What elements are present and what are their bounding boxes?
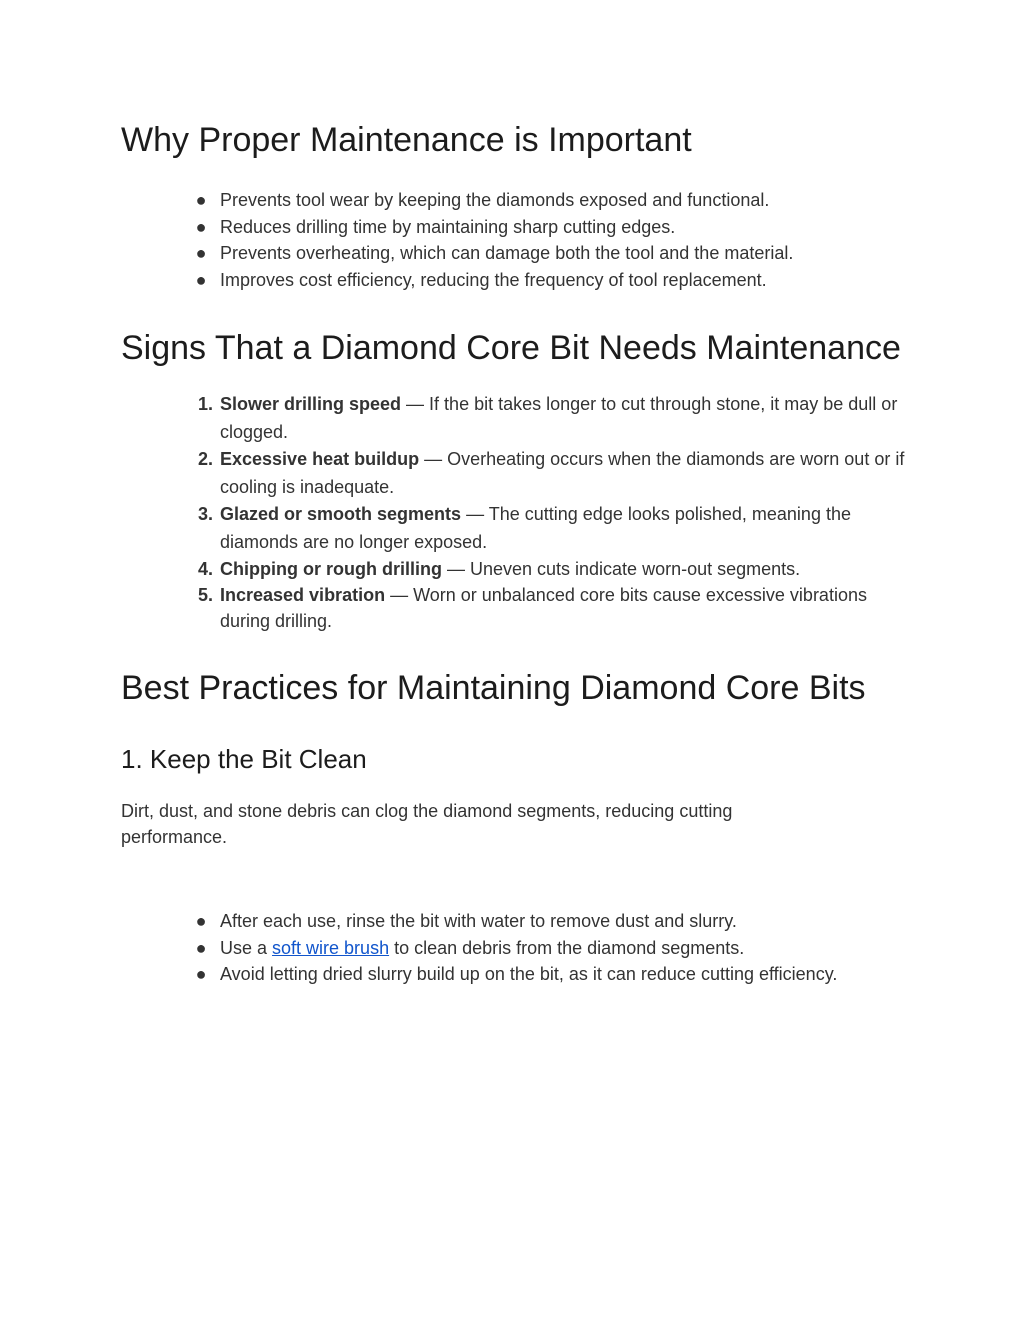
bullet-icon: ● (195, 911, 207, 931)
list-item (121, 214, 911, 241)
list-item-text: After each use, rinse the bit with water to remove dust and slurry. (220, 911, 737, 931)
heading-best-practices: Best Practices for Maintaining Diamond Core Bits (121, 669, 866, 707)
list-item (121, 556, 911, 582)
list-item-text: Avoid letting dried slurry build up on the bit, as it can reduce cutting efficiency. (220, 964, 838, 984)
bullet-icon: ● (195, 964, 207, 984)
list-item-text: Prevents overheating, which can damage both the tool and the material. (220, 243, 794, 263)
subheading-keep-bit-clean: 1. Keep the Bit Clean (121, 744, 367, 774)
list-item (121, 187, 911, 214)
bullet-icon: ● (195, 216, 207, 237)
sign-title: Glazed or smooth segments (220, 504, 462, 524)
list-item (121, 908, 911, 935)
sign-title: Increased vibration (220, 585, 386, 605)
sign-title: Excessive heat buildup (220, 449, 420, 469)
heading-why-maintenance: Why Proper Maintenance is Important (121, 121, 692, 159)
bullet-icon: ● (195, 190, 207, 210)
list-number: 3. (197, 504, 213, 524)
sign-title: Slower drilling speed (220, 394, 402, 414)
list-item (121, 446, 911, 501)
why-bullet-list (121, 187, 911, 293)
list-item-text-after: to clean debris from the diamond segments. (389, 937, 745, 958)
sign-description: — Overheating occurs when the diamonds are worn out or if cooling is inadequate. (220, 449, 905, 497)
list-item (121, 961, 911, 988)
cleaning-bullet-list (121, 908, 911, 988)
list-number: 4. (197, 559, 213, 579)
list-item (121, 391, 911, 446)
sign-title: Chipping or rough drilling (220, 559, 442, 579)
sign-description: — If the bit takes longer to cut through stone, it may be dull or clogged. (220, 394, 898, 442)
heading-signs-maintenance: Signs That a Diamond Core Bit Needs Maintenance (121, 329, 901, 367)
soft-wire-brush-link[interactable]: soft wire brush (272, 937, 390, 958)
bullet-icon: ● (195, 243, 207, 263)
sign-description: — Uneven cuts indicate worn-out segments. (441, 559, 801, 579)
signs-numbered-list (121, 391, 911, 634)
list-number: 1. (197, 394, 213, 414)
list-item (121, 267, 911, 294)
list-item-text: Improves cost efficiency, reducing the frequency of tool replacement. (220, 269, 767, 290)
list-item-text: Use a (220, 937, 273, 958)
list-item (121, 240, 911, 267)
list-number: 2. (197, 449, 213, 469)
list-item (121, 935, 911, 962)
paragraph-keep-bit-clean: Dirt, dust, and stone debris can clog the diamond segments, reducing cutting performance. (121, 801, 733, 847)
bullet-icon: ● (195, 937, 207, 958)
list-item-text: Reduces drilling time by maintaining sharp cutting edges. (220, 216, 676, 237)
list-item (121, 582, 911, 634)
list-item (121, 501, 911, 556)
sign-description: — The cutting edge looks polished, meaning the diamonds are no longer exposed. (220, 504, 851, 552)
list-item-text: Prevents tool wear by keeping the diamonds exposed and functional. (220, 190, 770, 210)
bullet-icon: ● (195, 269, 207, 290)
list-number: 5. (197, 585, 213, 605)
sign-description: — Worn or unbalanced core bits cause excessive vibrations during drilling. (220, 585, 867, 631)
